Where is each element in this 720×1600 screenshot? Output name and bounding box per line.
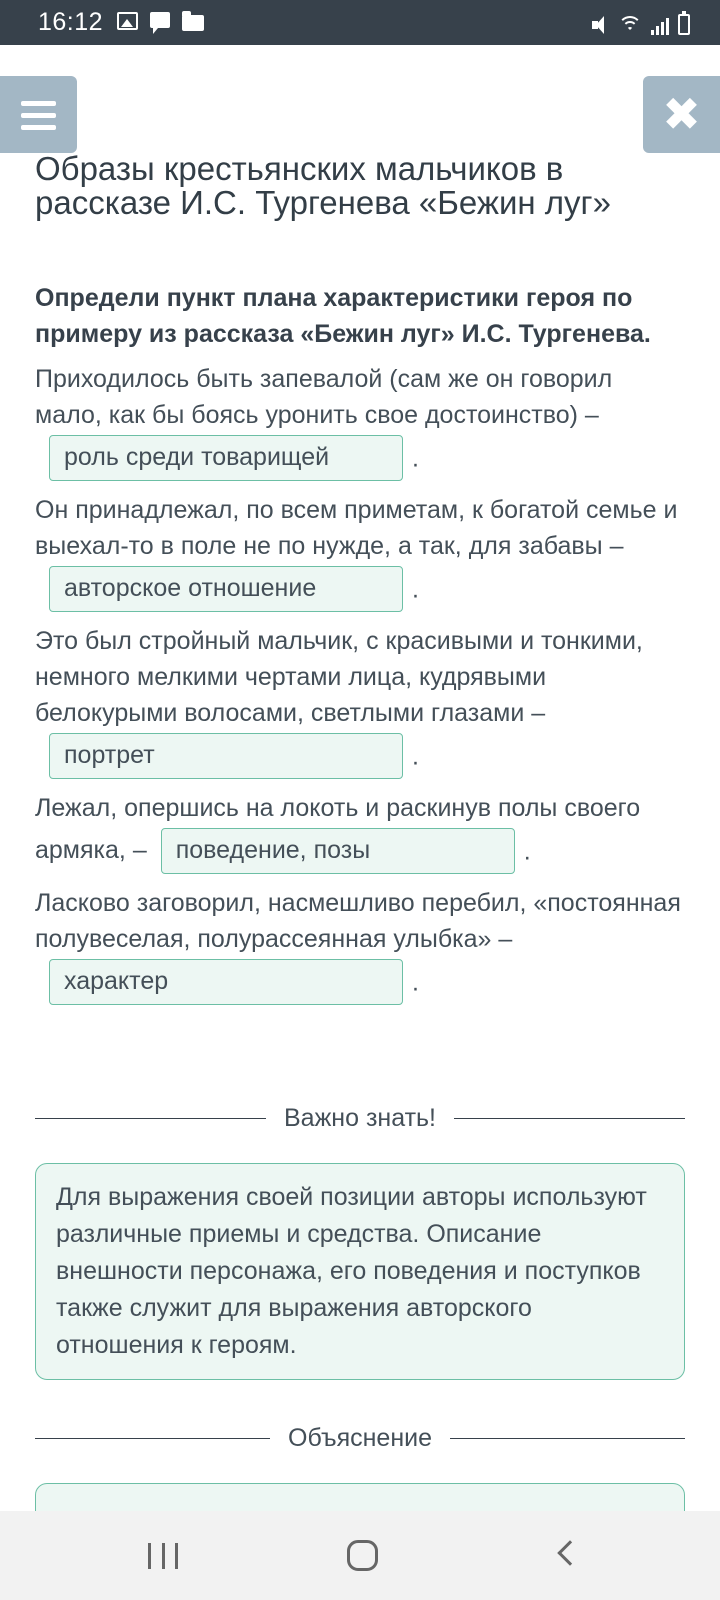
explanation-heading: Объяснение (270, 1420, 450, 1456)
wifi-icon (618, 15, 642, 35)
signal-icon (651, 15, 669, 35)
item-suffix: . (412, 742, 419, 771)
answer-slot[interactable]: авторское отношение (49, 566, 403, 612)
back-icon[interactable] (557, 1540, 582, 1565)
task-item (35, 885, 685, 1008)
answer-slot[interactable]: портрет (49, 733, 403, 779)
item-text: Ласково заговорил, насмешливо перебил, «постоянная полувеселая, полурассеянная улыбка» – (35, 889, 681, 953)
hamburger-icon (21, 101, 56, 137)
task-item (35, 492, 685, 615)
task-item (35, 790, 685, 877)
answer-slot[interactable]: роль среди товарищей (49, 435, 403, 481)
explanation-divider (35, 1420, 685, 1456)
battery-icon (678, 14, 690, 35)
answer-slot[interactable]: поведение, позы (161, 828, 515, 874)
item-suffix: . (523, 837, 531, 866)
task-question: Определи пункт плана характеристики героя по примеру из рассказа «Бежин луг» И.С. Тургенева. (35, 284, 651, 348)
answer-slot[interactable]: характер (49, 959, 403, 1005)
item-suffix: . (412, 968, 419, 997)
important-box (35, 1163, 685, 1380)
important-text: Для выражения своей позиции авторы используют различные приемы и средства. Описание внешности персонажа, его поведения и поступков также служит для выражения авторского отношения к героям. (56, 1183, 647, 1359)
important-divider (35, 1100, 685, 1136)
item-suffix: . (412, 575, 419, 604)
item-text: Он принадлежал, по всем приметам, к богатой семье и выехал-то в поле не по нужде, а так, для забавы – (35, 496, 678, 560)
item-text: Приходилось быть запевалой (сам же он говорил мало, как бы боясь уронить свое достоинство) – (35, 365, 613, 429)
menu-button[interactable] (0, 76, 77, 153)
important-heading: Важно знать! (266, 1100, 454, 1136)
close-button[interactable]: ✖ (643, 76, 720, 153)
mute-icon (591, 15, 609, 35)
recent-apps-icon[interactable] (148, 1543, 178, 1569)
gallery-notification-icon (117, 12, 138, 30)
task-item (35, 361, 685, 484)
item-text: Это был стройный мальчик, с красивыми и тонкими, немного мелкими чертами лица, кудрявыми белокурыми волосами, светлыми глазами – (35, 627, 643, 727)
status-time: 16:12 (38, 8, 104, 36)
message-notification-icon (150, 12, 170, 28)
task-item (35, 623, 685, 782)
home-icon[interactable] (347, 1540, 378, 1571)
page-title: Образы крестьянских мальчиков в рассказе И.С. Тургенева «Бежин луг» (35, 150, 611, 221)
folder-notification-icon (182, 15, 204, 31)
task-content (35, 280, 685, 1016)
system-icons (591, 11, 690, 35)
status-bar (0, 0, 720, 45)
item-suffix: . (412, 444, 419, 473)
item-text: Лежал, опершись на локоть и раскинув полы своего армяка, – (35, 794, 641, 865)
system-nav-bar (0, 1511, 720, 1600)
